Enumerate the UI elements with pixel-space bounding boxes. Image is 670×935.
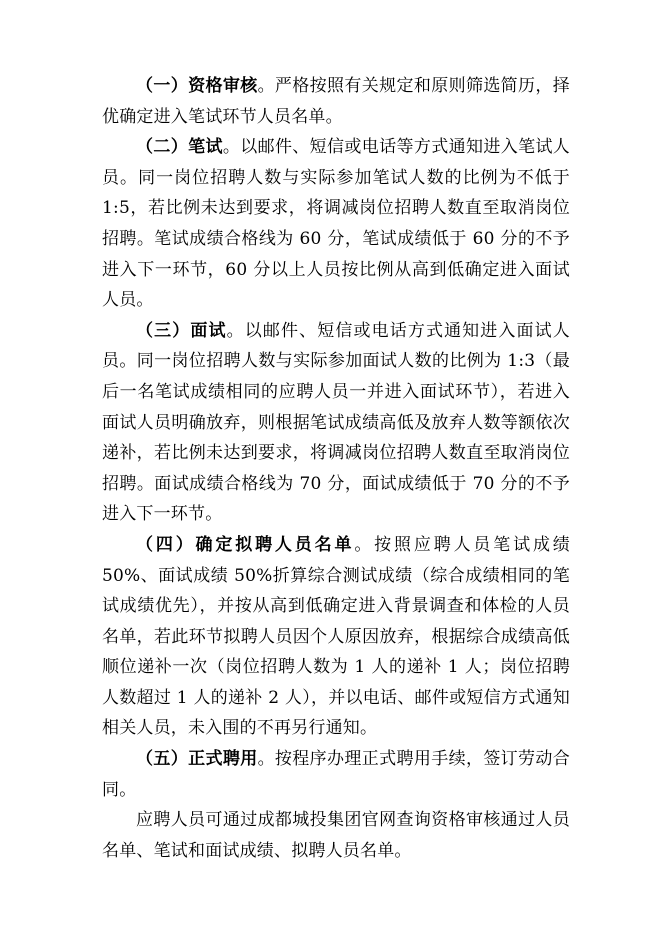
- paragraph-shortlist: [102, 530, 570, 744]
- heading-shortlist: （四）确定拟聘人员名单: [136, 534, 355, 555]
- paragraph-written-exam: [102, 132, 570, 316]
- paragraph-text: 。严格按照有关规定和原则筛选简历，择优确定进入笔试环节人员名单。: [102, 76, 570, 127]
- paragraph-formal-hiring: [102, 744, 570, 805]
- paragraph-text: 。以邮件、短信或电话等方式通知进入笔试人员。同一岗位招聘人数与实际参加笔试人数的比例为不低于 1:5，若比例未达到要求，将调减岗位招聘人数直至取消岗位招聘。笔试成绩合格线为 60 分，笔试成绩低于 60 分的不予进入下一环节，60 分以上人员按比例从高到低确定进入面试人员。: [102, 137, 571, 311]
- paragraph-query-results: [102, 805, 570, 866]
- paragraph-qualification-review: [102, 71, 570, 132]
- heading-formal-hiring: （五）正式聘用: [136, 749, 258, 770]
- paragraph-text: 。按程序办理正式聘用手续，签订劳动合同。: [102, 749, 570, 800]
- heading-written-exam: （二）笔试: [136, 137, 223, 158]
- heading-interview: （三）面试: [136, 320, 227, 341]
- heading-qualification-review: （一）资格审核: [136, 76, 258, 96]
- paragraph-text: 应聘人员可通过成都城投集团官网查询资格审核通过人员名单、笔试和面试成绩、拟聘人员名单。: [102, 810, 570, 861]
- paragraph-text: 。以邮件、短信或电话方式通知进入面试人员。同一岗位招聘人数与实际参加面试人数的比例为 1:3（最后一名笔试成绩相同的应聘人员一并进入面试环节），若进入面试人员明确放弃，则根据笔试成绩高低及放弃人数等额依次递补，若比例未达到要求，将调减岗位招聘人数直至取消岗位招聘。面试成绩合格线为 70 分，面试成绩低于 70 分的不予进入下一环节。: [102, 320, 570, 525]
- paragraph-interview: [102, 316, 570, 530]
- paragraph-text: 。按照应聘人员笔试成绩 50%、面试成绩 50%折算综合测试成绩（综合成绩相同的笔试成绩优先），并按从高到低确定进入背景调查和体检的人员名单，若此环节拟聘人员因个人原因放弃，根据综合成绩高低顺位递补一次（岗位招聘人数为 1 人的递补 1 人；岗位招聘人数超过 1 人的递补 2 人），并以电话、邮件或短信方式通知相关人员，未入围的不再另行通知。: [102, 534, 571, 739]
- document-body: [102, 71, 570, 866]
